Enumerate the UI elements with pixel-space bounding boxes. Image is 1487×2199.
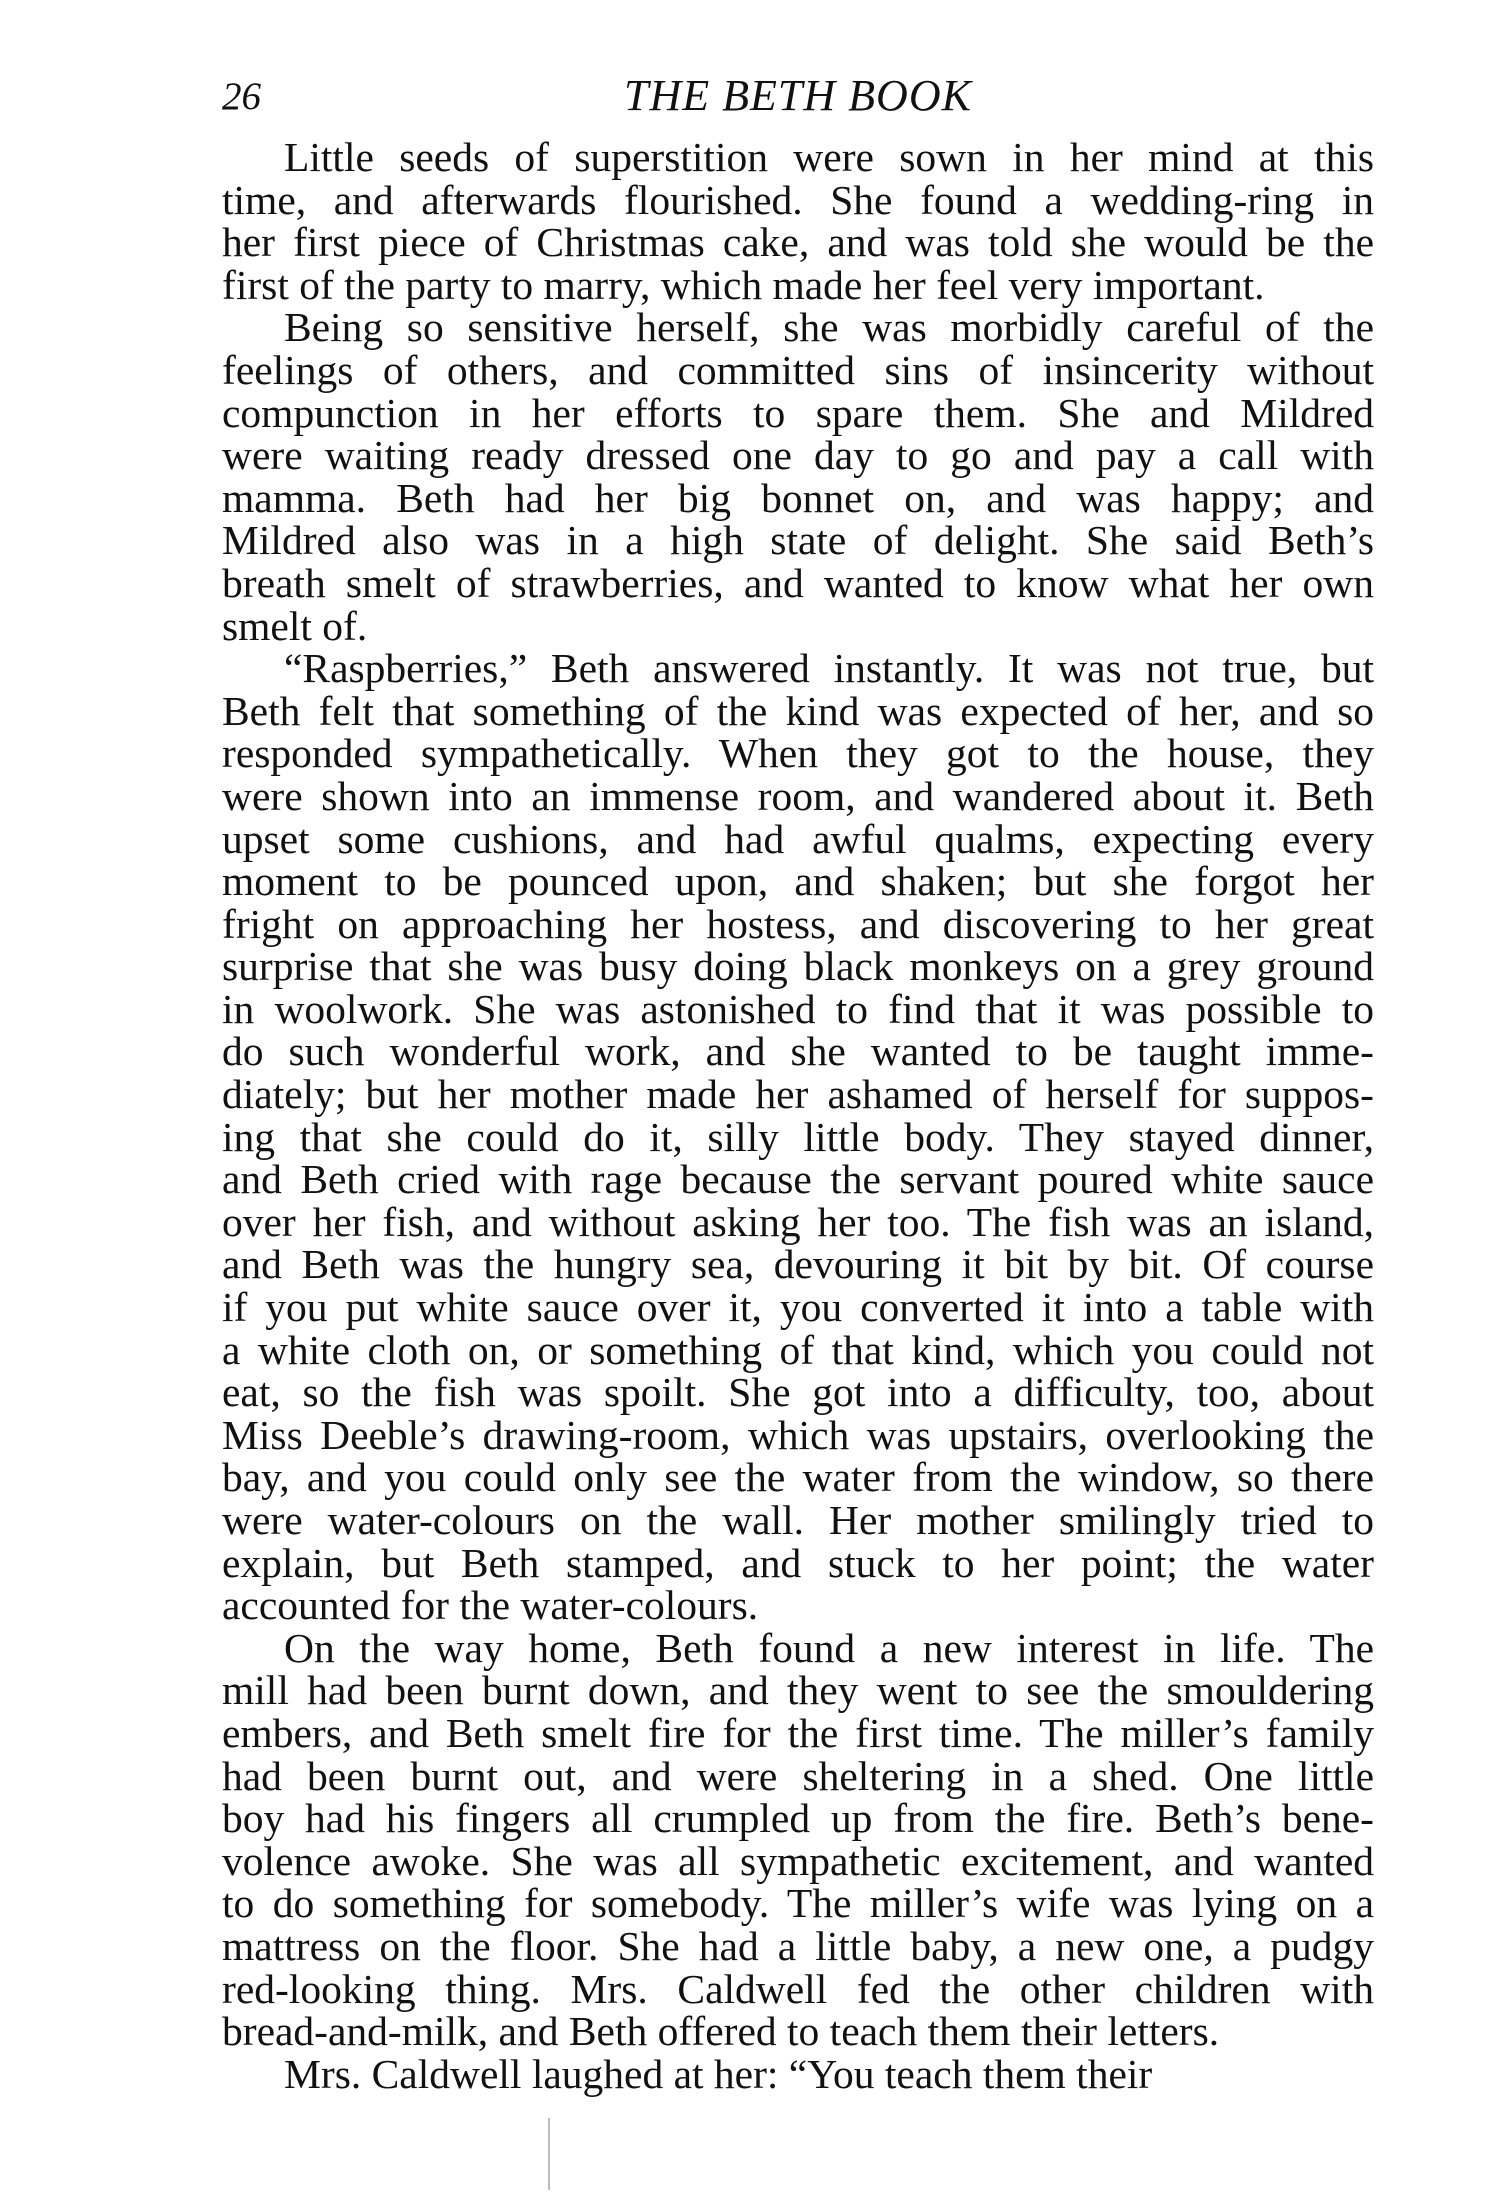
text-line: if you put white sauce over it, you converted it into a table with — [222, 1284, 1374, 1331]
running-title: THE BETH BOOK — [624, 71, 972, 120]
paragraph — [222, 647, 1374, 1627]
text-line: to do something for somebody. The miller’s wife was lying on a — [222, 1880, 1374, 1927]
text-line: mill had been burnt down, and they went to see the smouldering — [222, 1667, 1374, 1714]
text-line: diately; but her mother made her ashamed of herself for suppos- — [222, 1071, 1374, 1118]
text-line: compunction in her efforts to spare them. She and Mildred — [222, 389, 1374, 436]
paragraph — [222, 306, 1374, 647]
text-line: were waiting ready dressed one day to go and pay a call with — [222, 432, 1374, 479]
text-line: were water-colours on the wall. Her mother smilingly tried to — [222, 1497, 1374, 1543]
body-text — [222, 136, 1374, 2095]
text-line: embers, and Beth smelt fire for the first time. The miller’s family — [222, 1709, 1374, 1756]
page-number: 26 — [222, 75, 261, 118]
text-line: bread-and-milk, and Beth offered to teach them their letters. — [222, 2008, 1220, 2055]
text-line: Little seeds of superstition were sown in her mind at this — [284, 134, 1374, 180]
text-line: On the way home, Beth found a new interest in life. The — [284, 1624, 1374, 1671]
text-line: upset some cushions, and had awful qualms, expecting every — [222, 815, 1374, 862]
text-line: Mrs. Caldwell laughed at her: “You teach them their — [284, 2050, 1153, 2097]
text-line: feelings of others, and committed sins of insincerity without — [222, 346, 1374, 393]
text-line: “Raspberries,” Beth answered instantly. It was not true, but — [284, 645, 1374, 692]
text-line: had been burnt out, and were sheltering in a shed. One little — [222, 1752, 1374, 1799]
text-line: were shown into an immense room, and wandered about it. Beth — [222, 772, 1374, 819]
text-line: and Beth cried with rage because the servant poured white sauce — [222, 1156, 1374, 1203]
text-line: in woolwork. She was astonished to find that it was possible to — [222, 985, 1374, 1032]
paragraph — [222, 2050, 1374, 2097]
text-line: Being so sensitive herself, she was morbidly careful of the — [284, 304, 1374, 351]
text-line: over her fish, and without asking her too. The fish was an island, — [222, 1198, 1374, 1245]
text-line: bay, and you could only see the water from the window, so there — [222, 1454, 1374, 1501]
book-page — [222, 64, 1374, 2095]
paragraph — [222, 1624, 1374, 2055]
text-line: volence awoke. She was all sympathetic excitement, and wanted — [222, 1837, 1374, 1884]
text-line: mamma. Beth had her big bonnet on, and was happy; and — [222, 474, 1374, 521]
text-line: first of the party to marry, which made her feel very important. — [222, 261, 1265, 308]
page-crease-mark — [548, 2118, 550, 2190]
text-line: boy had his fingers all crumpled up from the fire. Beth’s bene- — [222, 1795, 1374, 1842]
text-line: smelt of. — [222, 602, 368, 649]
text-line: accounted for the water-colours. — [222, 1582, 759, 1629]
text-line: breath smelt of strawberries, and wanted to know what her own — [222, 559, 1374, 606]
text-line: fright on approaching her hostess, and discovering to her great — [222, 900, 1374, 947]
text-line: explain, but Beth stamped, and stuck to her point; the water — [222, 1539, 1374, 1586]
text-line: her first piece of Christmas cake, and was told she would be the — [222, 219, 1374, 266]
text-line: and Beth was the hungry sea, devouring it bit by bit. Of course — [222, 1241, 1374, 1288]
text-line: ing that she could do it, silly little body. They stayed dinner, — [222, 1113, 1374, 1160]
text-line: moment to be pounced upon, and shaken; but she forgot her — [222, 858, 1374, 905]
page-header — [222, 64, 1374, 130]
paragraph — [222, 136, 1374, 306]
text-line: time, and afterwards flourished. She found a wedding-ring in — [222, 176, 1374, 223]
text-line: do such wonderful work, and she wanted to be taught imme- — [222, 1028, 1374, 1075]
text-line: red-looking thing. Mrs. Caldwell fed the other children with — [222, 1965, 1374, 2012]
text-line: eat, so the fish was spoilt. She got into a difficulty, too, about — [222, 1369, 1374, 1416]
text-line: Beth felt that something of the kind was expected of her, and so — [222, 687, 1374, 734]
text-line: surprise that she was busy doing black monkeys on a grey ground — [222, 943, 1374, 990]
text-line: mattress on the floor. She had a little baby, a new one, a pudgy — [222, 1922, 1374, 1969]
text-line: responded sympathetically. When they got to the house, they — [222, 730, 1374, 777]
text-line: a white cloth on, or something of that kind, which you could not — [222, 1326, 1374, 1373]
text-line: Miss Deeble’s drawing-room, which was upstairs, overlooking the — [222, 1411, 1374, 1458]
text-line: Mildred also was in a high state of delight. She said Beth’s — [222, 517, 1374, 564]
